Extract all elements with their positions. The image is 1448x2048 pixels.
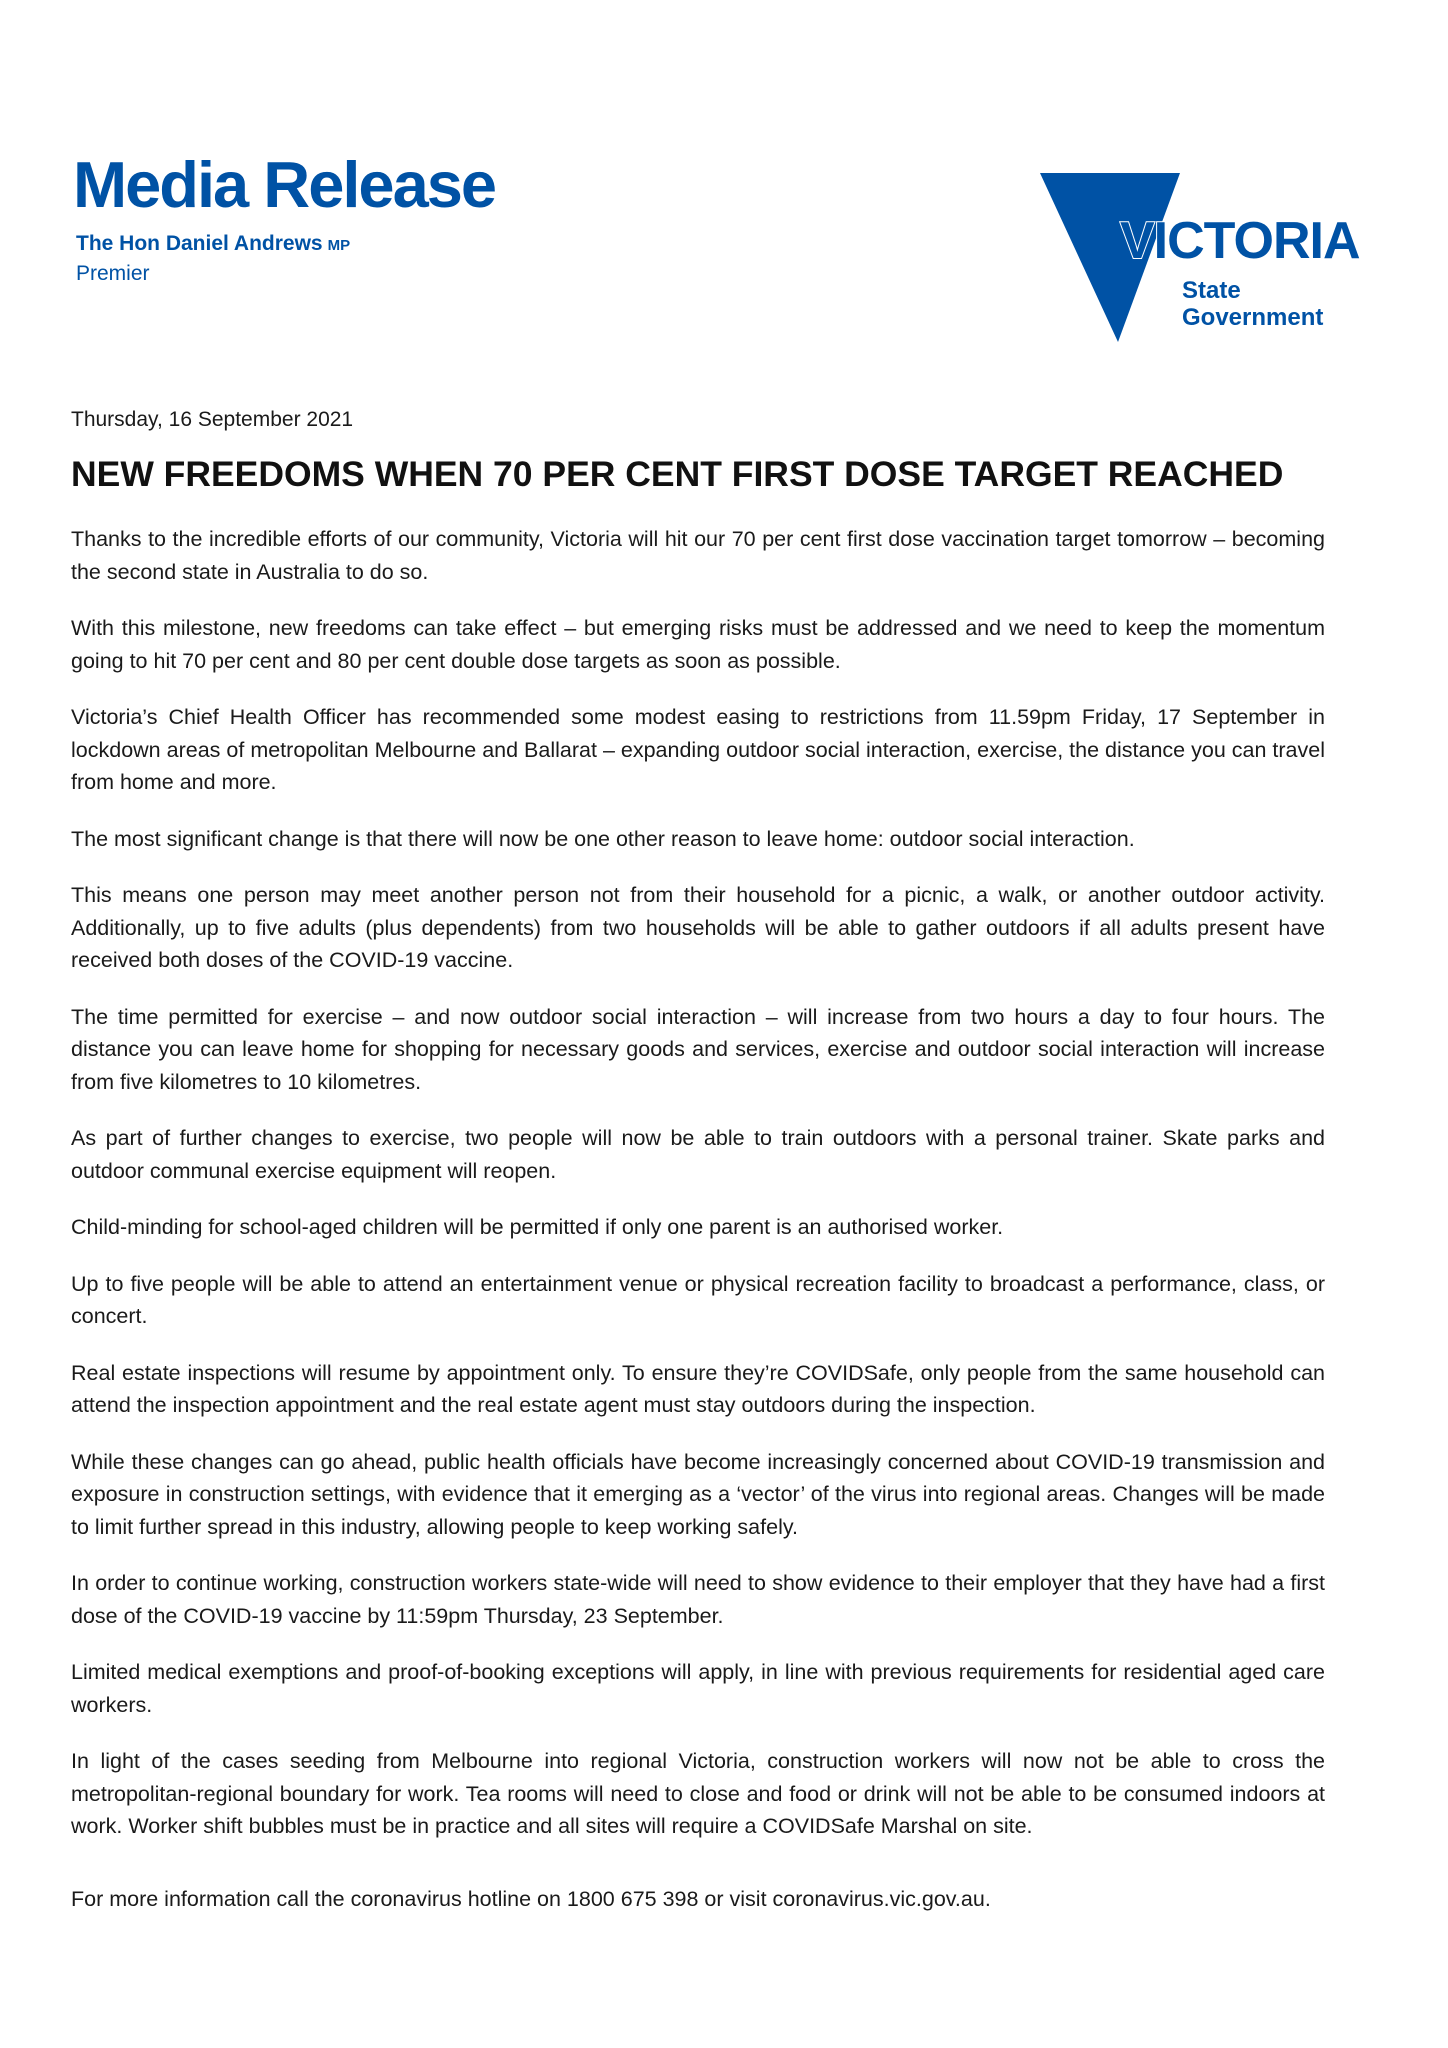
paragraph: While these changes can go ahead, public health officials have become increasingly concerned about COVID-19 transmission and exposure in construction settings, with evidence that it emerging as a ‘vector’ of the virus into regional areas. Changes will be made to limit further spread in this industry, allowing people to keep working safely. [71, 1449, 1325, 1539]
logo-text-state: State [1182, 277, 1241, 304]
release-headline: NEW FREEDOMS WHEN 70 PER CENT FIRST DOSE TARGET REACHED [71, 454, 1284, 494]
paragraph: With this milestone, new freedoms can take effect – but emerging risks must be addressed and we need to keep the momentum going to hit 70 per cent and 80 per cent double dose targets as soon as possible. [71, 616, 1325, 673]
paragraph: This means one person may meet another person not from their household for a picnic, a walk, or another outdoor activity. Additionally, up to five adults (plus dependents) from two households will be able to gather outdoors if all adults present have received both doses of the COVID-19 vaccine. [71, 883, 1325, 972]
paragraph: Thanks to the incredible efforts of our community, Victoria will hit our 70 per cent first dose vaccination target tomorrow – becoming the second state in Australia to do so. [71, 527, 1325, 584]
release-body [71, 408, 1325, 1939]
minister-name-text: The Hon Daniel Andrews [76, 232, 323, 255]
page-header [0, 0, 1448, 380]
minister-role: Premier [76, 262, 150, 285]
victoria-state-government-logo [1040, 168, 1360, 348]
media-release-title: Media Release [73, 148, 496, 221]
paragraph: The time permitted for exercise – and now outdoor social interaction – will increase from two hours a day to four hours. The distance you can leave home for shopping for necessary goods and services, exercise and outdoor social interaction will increase from five kilometres to 10 kilometres. [71, 1004, 1325, 1094]
paragraph: In order to continue working, construction workers state-wide will need to show evidence to their employer that they have had a first dose of the COVID-19 vaccine by 11:59pm Thursday, 23 September. [71, 1571, 1325, 1628]
paragraph: Child-minding for school-aged children will be permitted if only one parent is an authorised worker. [71, 1215, 1004, 1239]
paragraph: Limited medical exemptions and proof-of-booking exceptions will apply, in line with previous requirements for residential aged care workers. [71, 1660, 1325, 1717]
paragraph: Victoria’s Chief Health Officer has recommended some modest easing to restrictions from 11.59pm Friday, 17 September in lockdown areas of metropolitan Melbourne and Ballarat – expanding outdoor social interaction, exercise, the distance you can travel from home and more. [71, 705, 1325, 794]
release-date: Thursday, 16 September 2021 [71, 408, 354, 431]
paragraph: As part of further changes to exercise, two people will now be able to train outdoors with a personal trainer. Skate parks and outdoor communal exercise equipment will reopen. [71, 1126, 1325, 1183]
paragraph: The most significant change is that there will now be one other reason to leave home: outdoor social interaction. [71, 826, 1135, 851]
paragraph: Real estate inspections will resume by appointment only. To ensure they’re COVIDSafe, only people from the same household can attend the inspection appointment and the real estate agent must stay outdoors during the inspection. [71, 1360, 1325, 1417]
closing-info: For more information call the coronavirus hotline on 1800 675 398 or visit coronavirus.vic.gov.au. [71, 1886, 991, 1911]
minister-name [76, 232, 350, 256]
logo-text-main: VICTORIA [1120, 212, 1360, 270]
minister-suffix: MP [327, 237, 351, 254]
paragraph: In light of the cases seeding from Melbourne into regional Victoria, construction workers will now not be able to cross the metropolitan-regional boundary for work. Tea rooms will need to close and food or drink will not be able to be consumed indoors at work. Worker shift bubbles must be in practice and all sites will require a COVIDSafe Marshal on site. [71, 1749, 1325, 1838]
paragraph: Up to five people will be able to attend an entertainment venue or physical recreation facility to broadcast a performance, class, or concert. [71, 1271, 1325, 1328]
logo-text-government: Government [1182, 304, 1324, 331]
